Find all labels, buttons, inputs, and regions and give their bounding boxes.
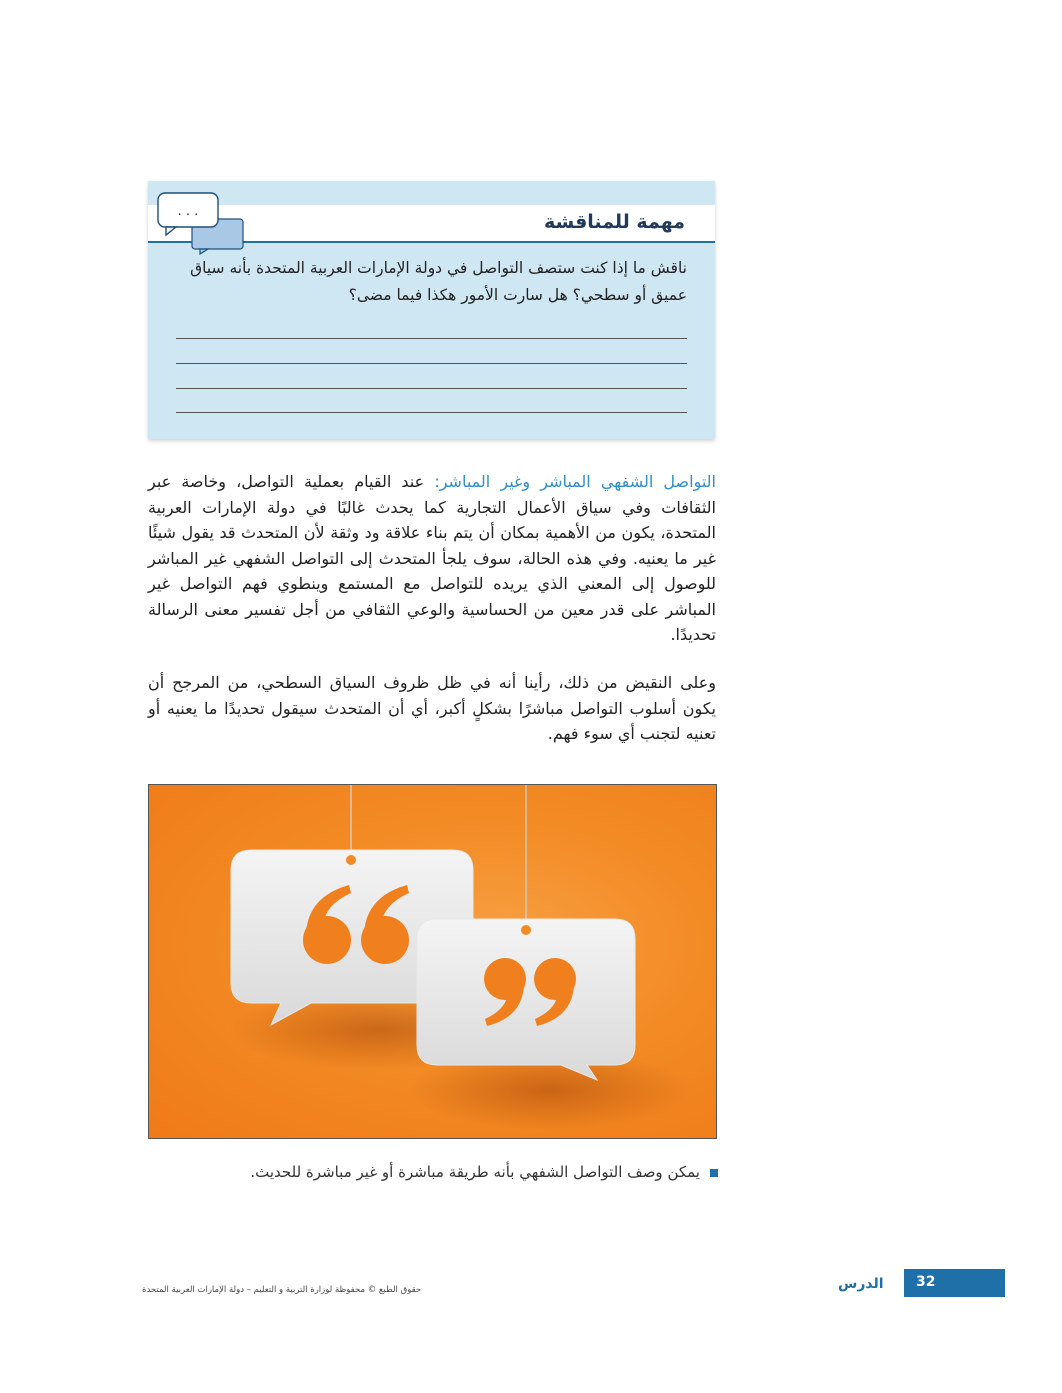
paragraph-contrast: وعلى النقيض من ذلك، رأينا أنه في ظل ظروف السياق السطحي، من المرجح أن يكون أسلوب التواصل مباشرًا بشكلٍ أكبر، أي أن المتحدث سيقول تحديدًا ما يعنيه أو تعنيه لتجنب أي سوء فهم.	[148, 673, 716, 743]
answer-line-1[interactable]	[176, 338, 687, 339]
caption-text: يمكن وصف التواصل الشفهي بأنه طريقة مباشرة أو غير مباشرة للحديث.	[250, 1163, 700, 1181]
answer-line-3[interactable]	[176, 388, 687, 389]
discussion-title: مهمة للمناقشة	[544, 211, 685, 233]
figure-caption	[250, 1163, 718, 1181]
paragraph1-text: عند القيام بعملية التواصل، وخاصة عبر الثقافات وفي سياق الأعمال التجارية كما يحدث غالبًا في دولة الإمارات العربية المتحدة، يكون من الأهمية بمكان أن يتم بناء علاقة ود وثقة لأن المتحدث قد يقول شيئًا غير ما يعنيه. وفي هذه الحالة، سوف يلجأ المتحدث إلى التواصل الشفهي غير المباشر للوصول إلى المعني الذي يريده للتواصل مع المستمع وينطوي فهم التواصل غير المباشر على قدر معين من الحساسية والوعي الثقافي من أجل تفسير معنى الرسالة تحديدًا.	[148, 472, 716, 644]
square-bullet-icon	[710, 1169, 718, 1177]
page-number-tab	[904, 1269, 1005, 1297]
discussion-task-box	[148, 181, 715, 439]
discussion-question: ناقش ما إذا كنت ستصف التواصل في دولة الإمارات العربية المتحدة بأنه سياق عميق أو سطحي؟ هل سارت الأمور هكذا فيما مضى؟	[190, 259, 687, 304]
footer-copyright: حقوق الطبع © محفوظة لوزارة التربية و التعليم – دولة الإمارات العربية المتحدة	[142, 1285, 422, 1295]
speech-bubbles-icon	[156, 191, 248, 255]
bubble-dots: . . .	[177, 204, 199, 219]
paragraph-direct-indirect	[148, 469, 716, 648]
quote-speech-bubbles-image	[148, 784, 717, 1139]
page-number: 32	[916, 1274, 936, 1290]
answer-line-2[interactable]	[176, 363, 687, 364]
footer-lesson-label: الدرس	[838, 1276, 884, 1292]
answer-line-4[interactable]	[176, 412, 687, 413]
paragraph-heading: التواصل الشفهي المباشر وغير المباشر:	[434, 472, 716, 491]
